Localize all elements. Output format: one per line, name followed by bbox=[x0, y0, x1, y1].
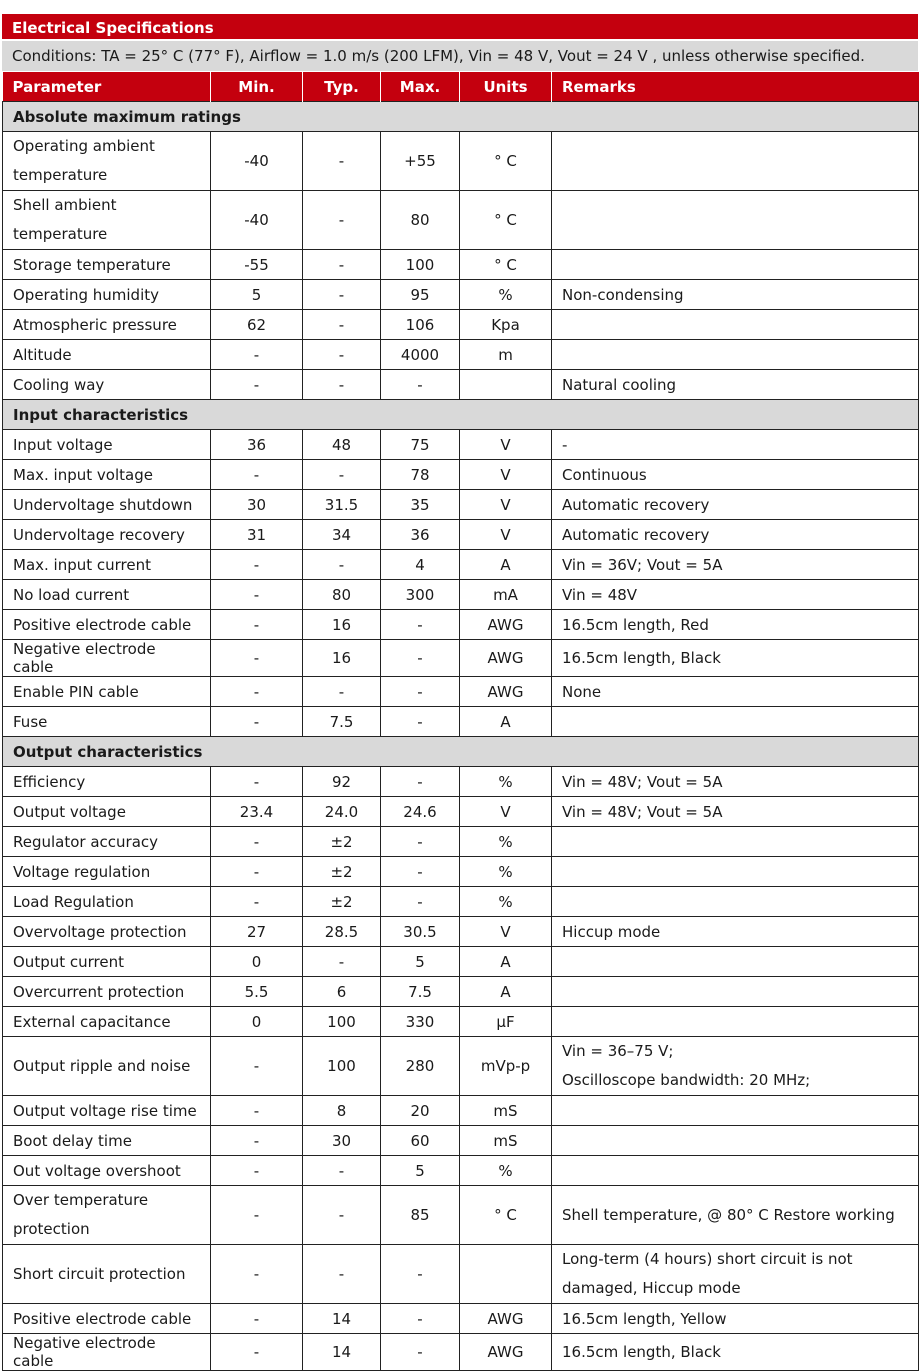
cell-max: 35 bbox=[381, 490, 460, 520]
cell-min: 5 bbox=[211, 280, 303, 310]
col-header-units: Units bbox=[460, 72, 552, 102]
cell-remarks bbox=[552, 191, 919, 250]
cell-max: 4 bbox=[381, 550, 460, 580]
cell-units: V bbox=[460, 490, 552, 520]
cell-units: V bbox=[460, 460, 552, 490]
cell-units: % bbox=[460, 767, 552, 797]
cell-max: - bbox=[381, 767, 460, 797]
cell-parameter: Output ripple and noise bbox=[3, 1037, 211, 1096]
cell-min: -55 bbox=[211, 250, 303, 280]
cell-max: 20 bbox=[381, 1096, 460, 1126]
cell-remarks: None bbox=[552, 677, 919, 707]
table-row bbox=[3, 132, 919, 191]
cell-max: 24.6 bbox=[381, 797, 460, 827]
table-row bbox=[3, 520, 919, 550]
cell-min: - bbox=[211, 1186, 303, 1245]
cell-parameter: Overcurrent protection bbox=[3, 977, 211, 1007]
table-row bbox=[3, 1156, 919, 1186]
cell-remarks bbox=[552, 340, 919, 370]
cell-remarks bbox=[552, 1156, 919, 1186]
cell-remarks bbox=[552, 310, 919, 340]
cell-max: 300 bbox=[381, 580, 460, 610]
cell-min: - bbox=[211, 370, 303, 400]
section-header-row bbox=[3, 102, 919, 132]
cell-min: - bbox=[211, 1037, 303, 1096]
cell-min: 5.5 bbox=[211, 977, 303, 1007]
cell-max: 4000 bbox=[381, 340, 460, 370]
cell-min: - bbox=[211, 1334, 303, 1371]
table-row bbox=[3, 430, 919, 460]
cell-units: AWG bbox=[460, 610, 552, 640]
table-row bbox=[3, 191, 919, 250]
cell-min: 62 bbox=[211, 310, 303, 340]
cell-remarks bbox=[552, 977, 919, 1007]
cell-min: 36 bbox=[211, 430, 303, 460]
table-row bbox=[3, 707, 919, 737]
col-header-typ: Typ. bbox=[303, 72, 381, 102]
cell-remarks bbox=[552, 1126, 919, 1156]
col-header-parameter: Parameter bbox=[3, 72, 211, 102]
cell-units: Kpa bbox=[460, 310, 552, 340]
cell-typ: ±2 bbox=[303, 827, 381, 857]
cell-typ: - bbox=[303, 250, 381, 280]
cell-typ: - bbox=[303, 191, 381, 250]
cell-units bbox=[460, 370, 552, 400]
cell-remarks: Natural cooling bbox=[552, 370, 919, 400]
cell-typ: 30 bbox=[303, 1126, 381, 1156]
cell-max: 75 bbox=[381, 430, 460, 460]
cell-min: 0 bbox=[211, 947, 303, 977]
cell-remarks bbox=[552, 947, 919, 977]
cell-typ: 14 bbox=[303, 1304, 381, 1334]
cell-remarks: Vin = 48V bbox=[552, 580, 919, 610]
table-row bbox=[3, 280, 919, 310]
section-header-row bbox=[3, 400, 919, 430]
cell-min: - bbox=[211, 1304, 303, 1334]
cell-min: - bbox=[211, 707, 303, 737]
cell-min: -40 bbox=[211, 191, 303, 250]
cell-parameter: Altitude bbox=[3, 340, 211, 370]
cell-remarks: Vin = 36–75 V; Oscilloscope bandwidth: 20 MHz; bbox=[552, 1037, 919, 1096]
cell-units: AWG bbox=[460, 677, 552, 707]
cell-typ: - bbox=[303, 370, 381, 400]
cell-min: -40 bbox=[211, 132, 303, 191]
table-row bbox=[3, 1126, 919, 1156]
cell-parameter: Operating humidity bbox=[3, 280, 211, 310]
cell-parameter: Load Regulation bbox=[3, 887, 211, 917]
cell-typ: - bbox=[303, 132, 381, 191]
spec-table-body bbox=[3, 102, 919, 1371]
cell-typ: - bbox=[303, 340, 381, 370]
cell-units: V bbox=[460, 430, 552, 460]
col-header-max: Max. bbox=[381, 72, 460, 102]
spec-title: Electrical Specifications bbox=[2, 14, 918, 41]
cell-min: - bbox=[211, 1096, 303, 1126]
spec-document bbox=[2, 14, 918, 1371]
cell-parameter: Boot delay time bbox=[3, 1126, 211, 1156]
cell-parameter: Over temperature protection bbox=[3, 1186, 211, 1245]
cell-units: AWG bbox=[460, 1304, 552, 1334]
cell-parameter: Regulator accuracy bbox=[3, 827, 211, 857]
cell-max: 5 bbox=[381, 1156, 460, 1186]
section-title: Input characteristics bbox=[3, 400, 919, 430]
cell-parameter: Positive electrode cable bbox=[3, 1304, 211, 1334]
cell-typ: 48 bbox=[303, 430, 381, 460]
cell-parameter: No load current bbox=[3, 580, 211, 610]
cell-min: 27 bbox=[211, 917, 303, 947]
cell-typ: - bbox=[303, 1245, 381, 1304]
cell-typ: 24.0 bbox=[303, 797, 381, 827]
table-row bbox=[3, 1186, 919, 1245]
cell-parameter: Negative electrode cable bbox=[3, 1334, 211, 1371]
cell-typ: - bbox=[303, 550, 381, 580]
cell-max: 95 bbox=[381, 280, 460, 310]
table-row bbox=[3, 640, 919, 677]
cell-typ: ±2 bbox=[303, 857, 381, 887]
cell-remarks bbox=[552, 132, 919, 191]
cell-units: % bbox=[460, 827, 552, 857]
cell-typ: ±2 bbox=[303, 887, 381, 917]
cell-remarks bbox=[552, 1007, 919, 1037]
cell-min: - bbox=[211, 340, 303, 370]
cell-max: - bbox=[381, 857, 460, 887]
table-row bbox=[3, 1007, 919, 1037]
cell-min: 30 bbox=[211, 490, 303, 520]
cell-typ: - bbox=[303, 460, 381, 490]
cell-parameter: Short circuit protection bbox=[3, 1245, 211, 1304]
table-header-row bbox=[3, 72, 919, 102]
table-row bbox=[3, 310, 919, 340]
cell-max: - bbox=[381, 827, 460, 857]
table-row bbox=[3, 250, 919, 280]
cell-typ: 31.5 bbox=[303, 490, 381, 520]
cell-parameter: Efficiency bbox=[3, 767, 211, 797]
cell-units: ° C bbox=[460, 250, 552, 280]
cell-remarks bbox=[552, 707, 919, 737]
cell-min: - bbox=[211, 767, 303, 797]
cell-parameter: Positive electrode cable bbox=[3, 610, 211, 640]
cell-min: 23.4 bbox=[211, 797, 303, 827]
table-row bbox=[3, 580, 919, 610]
cell-max: - bbox=[381, 677, 460, 707]
cell-typ: 8 bbox=[303, 1096, 381, 1126]
col-header-min: Min. bbox=[211, 72, 303, 102]
cell-min: - bbox=[211, 610, 303, 640]
table-row bbox=[3, 677, 919, 707]
cell-parameter: Storage temperature bbox=[3, 250, 211, 280]
cell-max: 30.5 bbox=[381, 917, 460, 947]
cell-parameter: Negative electrode cable bbox=[3, 640, 211, 677]
cell-remarks: Automatic recovery bbox=[552, 520, 919, 550]
cell-remarks: Non-condensing bbox=[552, 280, 919, 310]
cell-min: - bbox=[211, 550, 303, 580]
table-row bbox=[3, 977, 919, 1007]
cell-max: 80 bbox=[381, 191, 460, 250]
table-row bbox=[3, 490, 919, 520]
cell-units: V bbox=[460, 917, 552, 947]
cell-min: 0 bbox=[211, 1007, 303, 1037]
cell-typ: 92 bbox=[303, 767, 381, 797]
cell-min: - bbox=[211, 1126, 303, 1156]
table-row bbox=[3, 827, 919, 857]
cell-units: mVp-p bbox=[460, 1037, 552, 1096]
cell-parameter: Undervoltage shutdown bbox=[3, 490, 211, 520]
cell-units: mS bbox=[460, 1126, 552, 1156]
cell-remarks bbox=[552, 827, 919, 857]
cell-max: 100 bbox=[381, 250, 460, 280]
cell-max: 280 bbox=[381, 1037, 460, 1096]
cell-max: - bbox=[381, 1245, 460, 1304]
cell-remarks: 16.5cm length, Yellow bbox=[552, 1304, 919, 1334]
cell-remarks: 16.5cm length, Black bbox=[552, 1334, 919, 1371]
cell-units: V bbox=[460, 797, 552, 827]
cell-min: - bbox=[211, 677, 303, 707]
cell-typ: 100 bbox=[303, 1037, 381, 1096]
cell-units: A bbox=[460, 977, 552, 1007]
table-row bbox=[3, 460, 919, 490]
cell-max: 7.5 bbox=[381, 977, 460, 1007]
cell-parameter: Input voltage bbox=[3, 430, 211, 460]
cell-units: μF bbox=[460, 1007, 552, 1037]
cell-remarks: Long-term (4 hours) short circuit is not damaged, Hiccup mode bbox=[552, 1245, 919, 1304]
cell-remarks bbox=[552, 1096, 919, 1126]
cell-max: +55 bbox=[381, 132, 460, 191]
cell-units: V bbox=[460, 520, 552, 550]
table-row bbox=[3, 797, 919, 827]
cell-units: % bbox=[460, 887, 552, 917]
cell-max: 106 bbox=[381, 310, 460, 340]
section-header-row bbox=[3, 737, 919, 767]
cell-typ: 100 bbox=[303, 1007, 381, 1037]
table-row bbox=[3, 1037, 919, 1096]
cell-remarks: - bbox=[552, 430, 919, 460]
cell-max: - bbox=[381, 640, 460, 677]
cell-max: - bbox=[381, 370, 460, 400]
cell-remarks: Vin = 36V; Vout = 5A bbox=[552, 550, 919, 580]
cell-parameter: Max. input voltage bbox=[3, 460, 211, 490]
cell-parameter: External capacitance bbox=[3, 1007, 211, 1037]
cell-min: - bbox=[211, 640, 303, 677]
cell-typ: - bbox=[303, 947, 381, 977]
cell-typ: - bbox=[303, 280, 381, 310]
cell-max: 85 bbox=[381, 1186, 460, 1245]
cell-max: - bbox=[381, 887, 460, 917]
col-header-remarks: Remarks bbox=[552, 72, 919, 102]
cell-typ: 14 bbox=[303, 1334, 381, 1371]
cell-units: mS bbox=[460, 1096, 552, 1126]
cell-remarks bbox=[552, 250, 919, 280]
cell-parameter: Atmospheric pressure bbox=[3, 310, 211, 340]
cell-parameter: Out voltage overshoot bbox=[3, 1156, 211, 1186]
cell-typ: 34 bbox=[303, 520, 381, 550]
cell-remarks bbox=[552, 857, 919, 887]
cell-min: - bbox=[211, 827, 303, 857]
cell-parameter: Voltage regulation bbox=[3, 857, 211, 887]
cell-min: - bbox=[211, 580, 303, 610]
cell-max: 78 bbox=[381, 460, 460, 490]
cell-remarks: Vin = 48V; Vout = 5A bbox=[552, 797, 919, 827]
table-row bbox=[3, 340, 919, 370]
cell-parameter: Max. input current bbox=[3, 550, 211, 580]
cell-parameter: Output current bbox=[3, 947, 211, 977]
cell-max: - bbox=[381, 707, 460, 737]
cell-typ: 7.5 bbox=[303, 707, 381, 737]
cell-units bbox=[460, 1245, 552, 1304]
cell-units: AWG bbox=[460, 1334, 552, 1371]
cell-units: AWG bbox=[460, 640, 552, 677]
cell-typ: - bbox=[303, 310, 381, 340]
cell-units: A bbox=[460, 947, 552, 977]
table-row bbox=[3, 767, 919, 797]
conditions-note: Conditions: TA = 25° C (77° F), Airflow = 1.0 m/s (200 LFM), Vin = 48 V, Vout = 24 V , unless otherwise specified. bbox=[2, 41, 918, 71]
cell-min: - bbox=[211, 1156, 303, 1186]
cell-remarks: 16.5cm length, Red bbox=[552, 610, 919, 640]
cell-units: A bbox=[460, 550, 552, 580]
cell-typ: - bbox=[303, 1156, 381, 1186]
cell-max: 330 bbox=[381, 1007, 460, 1037]
cell-remarks: 16.5cm length, Black bbox=[552, 640, 919, 677]
cell-units: ° C bbox=[460, 132, 552, 191]
cell-typ: 80 bbox=[303, 580, 381, 610]
table-row bbox=[3, 887, 919, 917]
cell-typ: 16 bbox=[303, 610, 381, 640]
cell-typ: - bbox=[303, 1186, 381, 1245]
cell-parameter: Cooling way bbox=[3, 370, 211, 400]
cell-units: m bbox=[460, 340, 552, 370]
cell-remarks: Shell temperature, @ 80° C Restore working bbox=[552, 1186, 919, 1245]
cell-parameter: Operating ambient temperature bbox=[3, 132, 211, 191]
cell-typ: 16 bbox=[303, 640, 381, 677]
cell-min: - bbox=[211, 460, 303, 490]
cell-parameter: Fuse bbox=[3, 707, 211, 737]
cell-units: A bbox=[460, 707, 552, 737]
section-title: Absolute maximum ratings bbox=[3, 102, 919, 132]
table-row bbox=[3, 550, 919, 580]
cell-units: ° C bbox=[460, 191, 552, 250]
cell-remarks: Vin = 48V; Vout = 5A bbox=[552, 767, 919, 797]
table-row bbox=[3, 857, 919, 887]
section-title: Output characteristics bbox=[3, 737, 919, 767]
table-row bbox=[3, 610, 919, 640]
cell-min: - bbox=[211, 857, 303, 887]
table-row bbox=[3, 370, 919, 400]
cell-remarks: Automatic recovery bbox=[552, 490, 919, 520]
cell-max: 5 bbox=[381, 947, 460, 977]
table-row bbox=[3, 1304, 919, 1334]
cell-min: - bbox=[211, 887, 303, 917]
spec-table bbox=[2, 71, 919, 1371]
table-row bbox=[3, 1245, 919, 1304]
table-row bbox=[3, 947, 919, 977]
cell-units: % bbox=[460, 1156, 552, 1186]
cell-parameter: Shell ambient temperature bbox=[3, 191, 211, 250]
cell-units: mA bbox=[460, 580, 552, 610]
table-row bbox=[3, 1096, 919, 1126]
cell-parameter: Undervoltage recovery bbox=[3, 520, 211, 550]
cell-max: 60 bbox=[381, 1126, 460, 1156]
cell-max: - bbox=[381, 1304, 460, 1334]
cell-remarks bbox=[552, 887, 919, 917]
cell-typ: - bbox=[303, 677, 381, 707]
cell-parameter: Overvoltage protection bbox=[3, 917, 211, 947]
cell-max: 36 bbox=[381, 520, 460, 550]
cell-remarks: Hiccup mode bbox=[552, 917, 919, 947]
cell-parameter: Enable PIN cable bbox=[3, 677, 211, 707]
cell-min: 31 bbox=[211, 520, 303, 550]
cell-units: % bbox=[460, 280, 552, 310]
cell-typ: 28.5 bbox=[303, 917, 381, 947]
cell-max: - bbox=[381, 610, 460, 640]
table-row bbox=[3, 917, 919, 947]
cell-max: - bbox=[381, 1334, 460, 1371]
table-row bbox=[3, 1334, 919, 1371]
cell-min: - bbox=[211, 1245, 303, 1304]
cell-parameter: Output voltage bbox=[3, 797, 211, 827]
cell-parameter: Output voltage rise time bbox=[3, 1096, 211, 1126]
cell-units: ° C bbox=[460, 1186, 552, 1245]
cell-remarks: Continuous bbox=[552, 460, 919, 490]
cell-units: % bbox=[460, 857, 552, 887]
cell-typ: 6 bbox=[303, 977, 381, 1007]
